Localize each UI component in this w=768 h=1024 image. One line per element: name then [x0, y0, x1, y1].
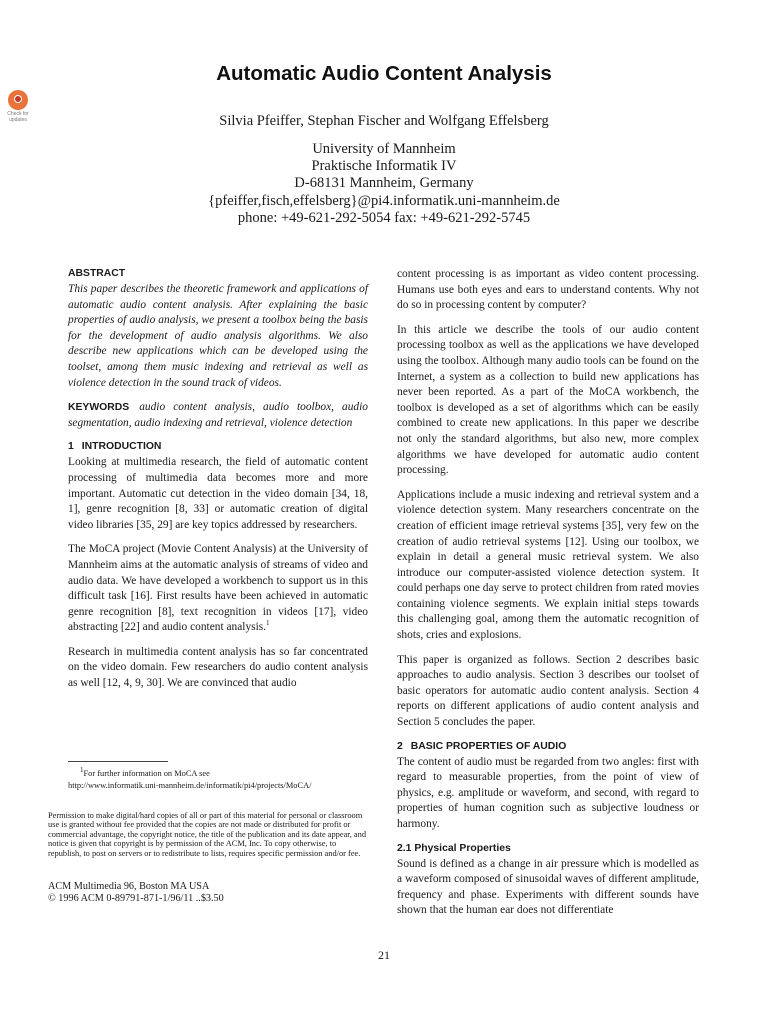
- footnote: [68, 768, 368, 792]
- footnote-reference[interactable]: 1: [266, 619, 270, 628]
- author-list: Silvia Pfeiffer, Stephan Fischer and Wolfgang Effelsberg: [219, 113, 549, 129]
- badge-label: Check for updates: [7, 111, 29, 123]
- affiliation-line: University of Mannheim: [312, 141, 456, 157]
- footnote-url[interactable]: http://www.informatik.uni-mannheim.de/informatik/pi4/projects/MoCA/: [68, 781, 312, 790]
- affiliation-block: [0, 141, 768, 227]
- section-title: INTRODUCTION: [81, 441, 162, 453]
- affiliation-phone: phone: +49-621-292-5054 fax: +49-621-292-5745: [237, 209, 531, 226]
- copyright-line: © 1996 ACM 0-89791-871-1/96/11 ..$3.50: [48, 892, 224, 904]
- abstract-heading: ABSTRACT: [68, 268, 126, 279]
- affiliation-line: D-68131 Mannheim, Germany: [294, 175, 474, 192]
- section-2-1-heading: [397, 842, 699, 856]
- conference-info: [48, 881, 224, 904]
- body-paragraph: In this article we describe the tools of our audio content processing toolbox as well as the applications we have developed using the toolbox. Although many audio tools can be found on the Internet, a system as a collection to build new applications has never been reported. As a part of the MoCA workbench, the toolbox is developed as a set of algorithms which can be easily combined to create new applications. In this paper we describe not only the standard algorithms, but also new, more complex algorithms we have developed for automatic audio content processing.: [397, 323, 699, 477]
- paper-title: Automatic Audio Content Analysis: [216, 62, 552, 85]
- crossmark-icon: [8, 90, 28, 110]
- footnote-line: [68, 768, 368, 780]
- intro-paragraph: Looking at multimedia research, the field of automatic content processing of multimedia data becomes more and more important. Automatic cut detection in the video domain [34, 18, 1], genre recognition [8, 33] or automatic creation of digital video libraries [35, 29] are key topics addressed by researchers.: [68, 456, 368, 531]
- keywords-text: audio content analysis, audio toolbox, audio segmentation, audio indexing and retrieval, violence detection: [68, 401, 368, 429]
- section-2-heading: [397, 740, 699, 754]
- introduction-heading: [68, 440, 368, 454]
- section-title: Physical Properties: [414, 842, 511, 854]
- body-paragraph: content processing is as important as video content processing. Humans use both eyes and ears to understand contents. Why not do so in processing content by computer?: [397, 268, 699, 312]
- abstract-text: This paper describes the theoretic framework and applications of automatic audio content analysis. After explaining the basic properties of audio analysis, we present a toolbox being the basis for the development of audio analysis algorithms. We also describe new applications which can be developed using the toolset, among them music indexing and retrieval as well as violence detection in the sound track of videos.: [68, 283, 368, 389]
- section-number: 2.1: [397, 842, 412, 854]
- section-number: 1: [68, 441, 74, 453]
- left-column: [68, 267, 368, 701]
- conference-line: ACM Multimedia 96, Boston MA USA: [48, 881, 210, 892]
- footnote-mark: 1: [80, 766, 84, 775]
- keywords-block: [68, 400, 368, 431]
- body-paragraph: Sound is defined as a change in air pressure which is modelled as a waveform composed of sinusoidal waves of different amplitude, frequency and phase. Experiments with different sounds have shown that the human ear does not differentiate: [397, 857, 699, 917]
- intro-paragraph: Research in multimedia content analysis has so far concentrated on the video domain. Few researchers do audio content analysis as well [12, 4, 9, 30]. We are convinced that audio: [68, 645, 368, 690]
- body-paragraph: Applications include a music indexing and retrieval system and a violence detection system. Many researchers concentrate on the creation of efficient image retrieval systems [35], very few on the creation of audio retrieval systems [12]. Using our toolbox, we explain in detail a general music retrieval system. We also introduce our computer-assisted violence detection system. It could perhaps one day serve to protect children from rated movies containing violence segments. We explain initial steps towards this challenging goal, among them the automatic recognition of shots, cries and explosions.: [397, 488, 699, 642]
- intro-paragraph-text: The MoCA project (Movie Content Analysis) at the University of Mannheim aims at the automatic analysis of streams of video and audio data. We have developed a workbench to support us in this difficult task [16]. First results have been achieved in automatic genre recognition [8], text recognition in videos [17], video abstracting [22] and audio content analysis.: [68, 543, 368, 634]
- right-column: [397, 267, 699, 928]
- footnote-divider: [68, 761, 168, 762]
- permission-text: Permission to make digital/hard copies of all or part of this material for personal or classroom use is granted without fee provided that the copies are not made or distributed for profit or commercial advantage, the copyright notice, the title of the publication and its date appear, and notice is given that copyright is by permission of the ACM, Inc. To copy otherwise, to republish, to post on servers or to redistribute to lists, requires specific permission and/or fee.: [48, 811, 367, 858]
- section-number: 2: [397, 740, 403, 752]
- body-paragraph: This paper is organized as follows. Section 2 describes basic approaches to audio analysis. Section 3 describes our toolset of basic operators for automatic audio content analysis. Section 4 reports on different applications of audio content analysis and Section 5 concludes the paper.: [397, 653, 699, 729]
- section-title: BASIC PROPERTIES OF AUDIO: [410, 740, 567, 752]
- intro-paragraph: [68, 542, 368, 636]
- keywords-label: KEYWORDS: [68, 402, 130, 414]
- permission-notice: [48, 811, 370, 858]
- footnote-text: For further information on MoCA see: [83, 769, 210, 778]
- affiliation-line: Praktische Informatik IV: [311, 158, 457, 175]
- page-number: 21: [378, 948, 390, 962]
- affiliation-email: {pfeiffer,fisch,effelsberg}@pi4.informatik.uni-mannheim.de: [208, 192, 560, 209]
- body-paragraph: The content of audio must be regarded from two angles: first with regard to measurable properties, from the point of view of physics, e.g. amplitude or waveform, and second, with regard to properties of human cognition such as subjective loudness or harmony.: [397, 755, 699, 830]
